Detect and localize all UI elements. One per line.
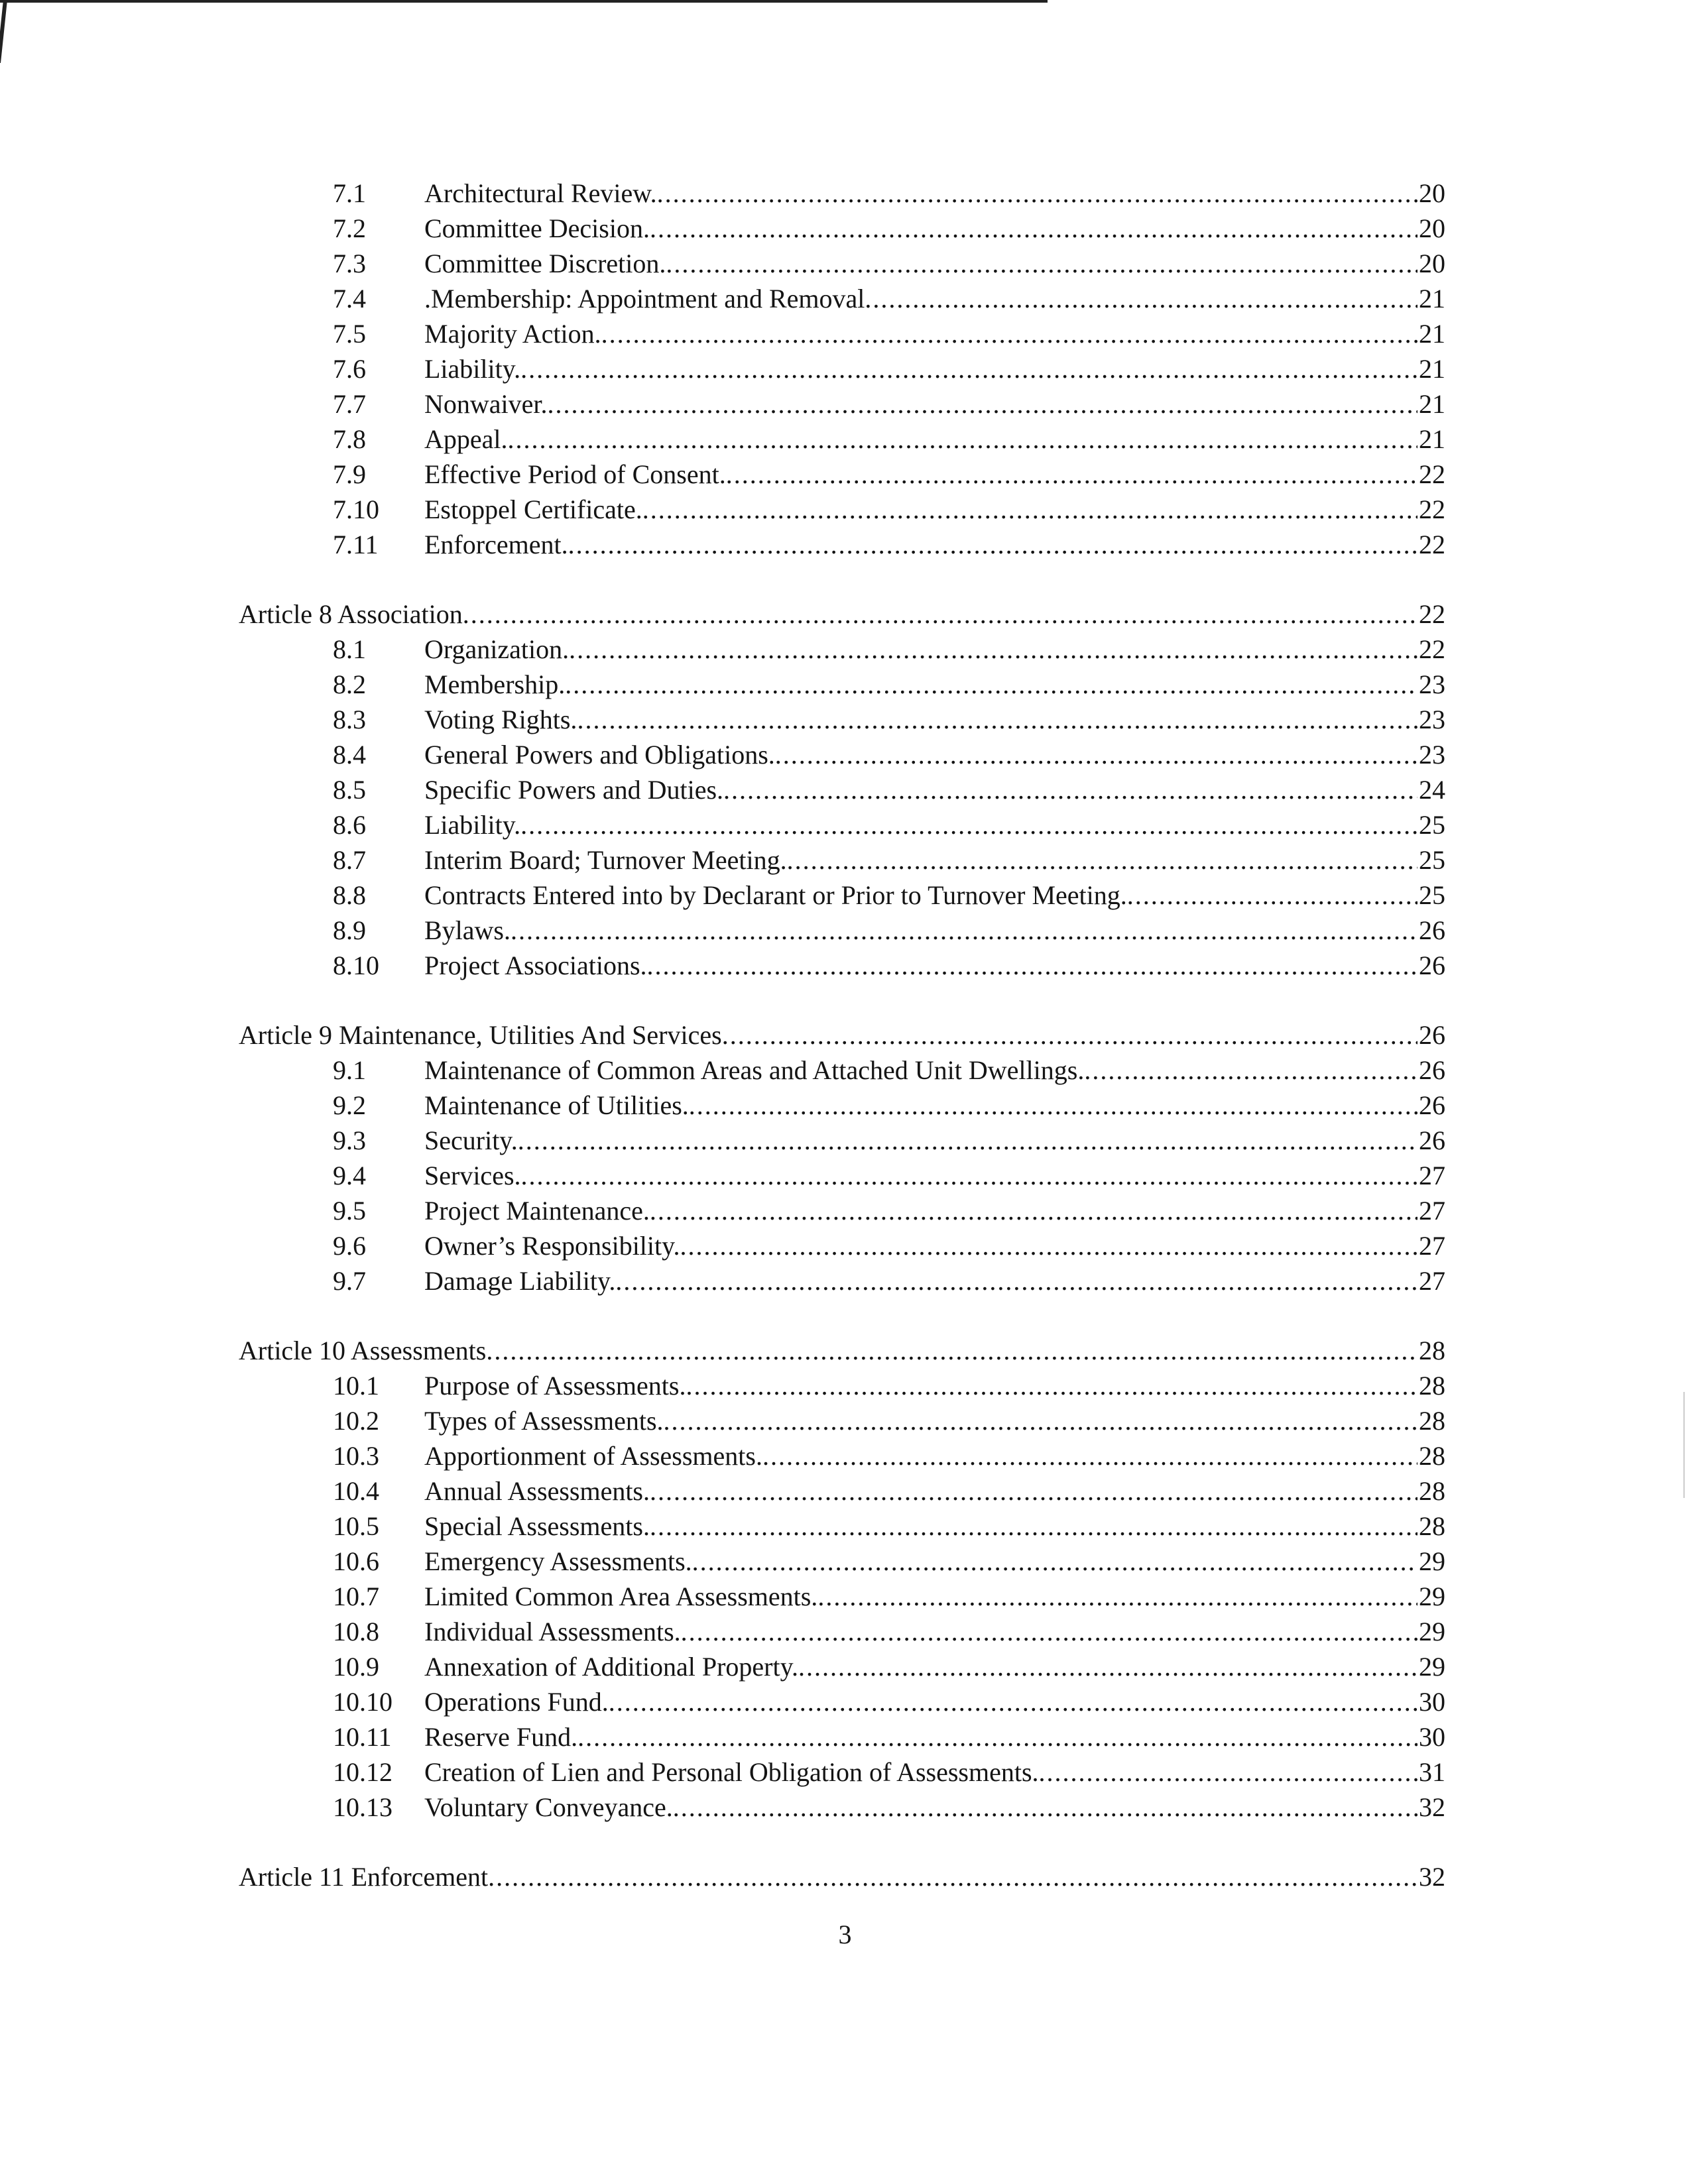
toc-entry-row <box>239 1473 1445 1509</box>
toc-entry-title: Voluntary Conveyance. <box>424 1792 673 1822</box>
toc-entry-title: Individual Assessments. <box>424 1617 681 1646</box>
toc-page-number: 26 <box>1419 915 1445 945</box>
toc-page-number: 27 <box>1419 1196 1445 1226</box>
dot-leader <box>650 1473 1418 1509</box>
dot-leader <box>681 1614 1418 1649</box>
dot-leader <box>1127 878 1418 913</box>
dot-leader <box>518 1123 1418 1158</box>
toc-entry-row <box>239 702 1445 737</box>
dot-leader <box>508 422 1418 457</box>
toc-entry-row <box>239 1509 1445 1544</box>
toc-entry-row <box>239 1193 1445 1228</box>
toc-entry-row <box>239 772 1445 807</box>
toc-page-number: 28 <box>1419 1336 1445 1365</box>
toc-entry-title: Effective Period of Consent. <box>424 459 726 489</box>
toc-title-wrap <box>424 632 1445 667</box>
toc-page-number: 28 <box>1419 1441 1445 1471</box>
toc-entry-number: 9.1 <box>333 1055 366 1085</box>
dot-leader <box>723 772 1418 807</box>
toc-entry-row <box>239 842 1445 878</box>
dot-leader <box>521 1158 1418 1193</box>
dot-leader <box>650 1509 1418 1544</box>
toc-entry-row <box>239 1123 1445 1158</box>
toc-entry-title: Organization. <box>424 634 570 664</box>
toc-entry-title: Creation of Lien and Personal Obligation of Assessments. <box>424 1757 1039 1787</box>
toc-entry-title: Committee Decision. <box>424 213 650 243</box>
dot-leader <box>657 176 1418 211</box>
toc-page-number: 29 <box>1419 1581 1445 1611</box>
toc-entry-row <box>239 176 1445 211</box>
table-of-contents <box>239 176 1445 1894</box>
dot-leader <box>601 316 1418 351</box>
toc-article-title: Article 8 Association <box>239 599 463 629</box>
toc-page-number: 32 <box>1419 1862 1445 1892</box>
toc-entry-title: Liability. <box>424 810 521 840</box>
toc-page-number: 25 <box>1419 880 1445 910</box>
toc-entry-title: Architectural Review. <box>424 178 657 208</box>
toc-entry-number: 10.4 <box>333 1476 379 1506</box>
toc-entry-row <box>239 1228 1445 1263</box>
toc-title-wrap <box>424 386 1445 422</box>
toc-entry-row <box>239 211 1445 246</box>
toc-entry-title: Maintenance of Utilities. <box>424 1090 689 1120</box>
toc-entry-number: 8.5 <box>333 775 366 805</box>
toc-title-wrap <box>239 1859 1445 1894</box>
toc-title-wrap <box>424 1719 1445 1754</box>
toc-entry-number: 7.4 <box>333 284 366 314</box>
toc-title-wrap <box>424 1438 1445 1473</box>
toc-entry-number: 8.2 <box>333 669 366 699</box>
toc-entry-title: General Powers and Obligations. <box>424 740 775 770</box>
toc-title-wrap <box>424 1684 1445 1719</box>
toc-title-wrap <box>424 281 1445 316</box>
toc-article-block <box>239 1333 1445 1825</box>
toc-title-wrap <box>424 913 1445 948</box>
toc-title-wrap <box>239 597 1445 632</box>
toc-entry-number: 9.5 <box>333 1196 366 1226</box>
toc-entry-number: 7.5 <box>333 319 366 349</box>
dot-leader <box>642 492 1418 527</box>
toc-entry-title: Purpose of Assessments. <box>424 1371 686 1401</box>
toc-title-wrap <box>424 667 1445 702</box>
toc-page-number: 31 <box>1419 1757 1445 1787</box>
toc-entry-number: 7.10 <box>333 494 379 524</box>
toc-entry-row <box>239 1368 1445 1403</box>
dot-leader <box>486 1333 1418 1368</box>
toc-title-wrap <box>424 316 1445 351</box>
dot-leader <box>798 1649 1418 1684</box>
toc-entry-row <box>239 1403 1445 1438</box>
toc-entry-title: Interim Board; Turnover Meeting. <box>424 845 787 875</box>
toc-page-number: 22 <box>1419 530 1445 559</box>
toc-page-number: 21 <box>1419 284 1445 314</box>
toc-page-number: 24 <box>1419 775 1445 805</box>
toc-article-row <box>239 1333 1445 1368</box>
toc-entry-title: Maintenance of Common Areas and Attached Unit Dwellings. <box>424 1055 1085 1085</box>
toc-page-number: 22 <box>1419 459 1445 489</box>
toc-entry-number: 7.2 <box>333 213 366 243</box>
toc-entry-title: Estoppel Certificate. <box>424 494 642 524</box>
toc-title-wrap <box>424 1579 1445 1614</box>
toc-entry-number: 8.8 <box>333 880 366 910</box>
toc-entry-row <box>239 913 1445 948</box>
toc-entry-number: 9.3 <box>333 1125 366 1155</box>
toc-page-number: 27 <box>1419 1266 1445 1296</box>
toc-entry-title: Annexation of Additional Property. <box>424 1652 798 1682</box>
toc-article-block <box>239 176 1445 562</box>
toc-page-number: 23 <box>1419 705 1445 734</box>
toc-entry-title: Project Maintenance. <box>424 1196 650 1226</box>
dot-leader <box>1039 1754 1418 1790</box>
dot-leader <box>865 281 1418 316</box>
toc-title-wrap <box>424 807 1445 842</box>
toc-entry-row <box>239 246 1445 281</box>
scan-edge-left <box>0 0 7 63</box>
toc-entry-number: 10.11 <box>333 1722 392 1752</box>
toc-title-wrap <box>424 1263 1445 1298</box>
toc-title-wrap <box>424 948 1445 983</box>
toc-page-number: 30 <box>1419 1722 1445 1752</box>
toc-article-block <box>239 1017 1445 1298</box>
toc-title-wrap <box>424 1228 1445 1263</box>
dot-leader <box>817 1579 1418 1614</box>
toc-entry-row <box>239 1614 1445 1649</box>
dot-leader <box>520 807 1418 842</box>
toc-entry-number: 8.1 <box>333 634 366 664</box>
toc-article-block <box>239 1859 1445 1894</box>
toc-entry-row <box>239 1790 1445 1825</box>
toc-entry-title: Enforcement. <box>424 530 568 559</box>
toc-page-number: 26 <box>1419 1090 1445 1120</box>
toc-title-wrap <box>424 702 1445 737</box>
dot-leader <box>511 913 1418 948</box>
toc-page-number: 21 <box>1419 424 1445 454</box>
dot-leader <box>664 1403 1418 1438</box>
dot-leader <box>650 211 1418 246</box>
dot-leader <box>488 1859 1418 1894</box>
toc-page-number: 26 <box>1419 950 1445 980</box>
toc-entry-row <box>239 1579 1445 1614</box>
toc-entry-row <box>239 1684 1445 1719</box>
toc-entry-number: 10.5 <box>333 1511 379 1541</box>
toc-entry-number: 7.6 <box>333 354 366 384</box>
toc-entry-row <box>239 1088 1445 1123</box>
toc-entry-number: 10.6 <box>333 1546 379 1576</box>
toc-title-wrap <box>239 1017 1445 1053</box>
toc-page-number: 28 <box>1419 1476 1445 1506</box>
dot-leader <box>726 457 1418 492</box>
toc-title-wrap <box>424 351 1445 386</box>
toc-title-wrap <box>424 878 1445 913</box>
toc-entry-number: 10.1 <box>333 1371 379 1401</box>
toc-entry-row <box>239 457 1445 492</box>
toc-page-number: 30 <box>1419 1687 1445 1717</box>
toc-page-number: 25 <box>1419 845 1445 875</box>
toc-entry-number: 10.3 <box>333 1441 379 1471</box>
toc-entry-row <box>239 807 1445 842</box>
toc-page-number: 22 <box>1419 494 1445 524</box>
toc-title-wrap <box>424 527 1445 562</box>
toc-entry-row <box>239 492 1445 527</box>
toc-entry-row <box>239 281 1445 316</box>
toc-title-wrap <box>424 492 1445 527</box>
toc-entry-title: Project Associations. <box>424 950 647 980</box>
toc-entry-row <box>239 737 1445 772</box>
toc-entry-row <box>239 948 1445 983</box>
toc-entry-number: 8.4 <box>333 740 366 770</box>
toc-article-block <box>239 597 1445 983</box>
dot-leader <box>692 1544 1418 1579</box>
toc-page-number: 22 <box>1419 599 1445 629</box>
dot-leader <box>650 1193 1418 1228</box>
toc-title-wrap <box>424 176 1445 211</box>
toc-title-wrap <box>239 1333 1445 1368</box>
toc-entry-row <box>239 1053 1445 1088</box>
toc-entry-row <box>239 422 1445 457</box>
toc-page-number: 29 <box>1419 1546 1445 1576</box>
toc-entry-number: 8.10 <box>333 950 379 980</box>
toc-entry-row <box>239 1544 1445 1579</box>
dot-leader <box>565 667 1418 702</box>
toc-page-number: 27 <box>1419 1161 1445 1190</box>
dot-leader <box>577 1719 1418 1754</box>
toc-entry-title: Voting Rights. <box>424 705 577 734</box>
dot-leader <box>689 1088 1418 1123</box>
toc-entry-number: 9.6 <box>333 1231 366 1261</box>
toc-entry-title: Appeal. <box>424 424 508 454</box>
toc-entry-number: 10.13 <box>333 1792 392 1822</box>
dot-leader <box>615 1263 1418 1298</box>
toc-entry-row <box>239 386 1445 422</box>
toc-title-wrap <box>424 1790 1445 1825</box>
toc-title-wrap <box>424 1754 1445 1790</box>
toc-entry-title: Types of Assessments. <box>424 1406 664 1436</box>
toc-title-wrap <box>424 737 1445 772</box>
toc-page-number: 20 <box>1419 213 1445 243</box>
toc-page-number: 20 <box>1419 249 1445 278</box>
dot-leader <box>666 246 1418 281</box>
toc-article-row <box>239 597 1445 632</box>
toc-entry-number: 10.7 <box>333 1581 379 1611</box>
toc-entry-row <box>239 632 1445 667</box>
toc-entry-number: 10.12 <box>333 1757 392 1787</box>
toc-entry-number: 9.4 <box>333 1161 366 1190</box>
toc-page-number: 26 <box>1419 1125 1445 1155</box>
toc-entry-title: Owner’s Responsibility. <box>424 1231 680 1261</box>
toc-entry-title: Special Assessments. <box>424 1511 650 1541</box>
toc-page-number: 21 <box>1419 354 1445 384</box>
toc-entry-row <box>239 527 1445 562</box>
toc-page-number: 26 <box>1419 1055 1445 1085</box>
toc-title-wrap <box>424 1473 1445 1509</box>
toc-title-wrap <box>424 457 1445 492</box>
toc-entry-number: 9.2 <box>333 1090 366 1120</box>
toc-page-number: 23 <box>1419 740 1445 770</box>
toc-title-wrap <box>424 842 1445 878</box>
dot-leader <box>569 632 1418 667</box>
toc-entry-number: 7.8 <box>333 424 366 454</box>
toc-article-title: Article 9 Maintenance, Utilities And Services <box>239 1020 722 1050</box>
dot-leader <box>609 1684 1418 1719</box>
toc-entry-row <box>239 1754 1445 1790</box>
toc-entry-title: Committee Discretion. <box>424 249 666 278</box>
toc-entry-title: .Membership: Appointment and Removal <box>424 284 865 314</box>
toc-entry-number: 9.7 <box>333 1266 366 1296</box>
toc-entry-title: Annual Assessments. <box>424 1476 650 1506</box>
dot-leader <box>686 1368 1418 1403</box>
toc-entry-number: 7.9 <box>333 459 366 489</box>
toc-entry-number: 8.9 <box>333 915 366 945</box>
toc-page-number: 29 <box>1419 1617 1445 1646</box>
toc-title-wrap <box>424 1614 1445 1649</box>
dot-leader <box>568 527 1418 562</box>
toc-article-row <box>239 1017 1445 1053</box>
toc-entry-number: 8.6 <box>333 810 366 840</box>
toc-entry-title: Damage Liability. <box>424 1266 616 1296</box>
toc-entry-number: 7.1 <box>333 178 366 208</box>
toc-entry-title: Services. <box>424 1161 521 1190</box>
dot-leader <box>673 1790 1418 1825</box>
dot-leader <box>787 842 1418 878</box>
toc-entry-title: Limited Common Area Assessments. <box>424 1581 818 1611</box>
dot-leader <box>463 597 1418 632</box>
toc-entry-row <box>239 316 1445 351</box>
toc-article-title: Article 11 Enforcement <box>239 1862 489 1892</box>
toc-page-number: 27 <box>1419 1231 1445 1261</box>
toc-page-number: 26 <box>1419 1020 1445 1050</box>
scan-edge-right <box>1683 1392 1685 1498</box>
dot-leader <box>775 737 1418 772</box>
dot-leader <box>762 1438 1418 1473</box>
toc-entry-number: 7.11 <box>333 530 379 559</box>
toc-title-wrap <box>424 1088 1445 1123</box>
toc-title-wrap <box>424 422 1445 457</box>
toc-page-number: 28 <box>1419 1371 1445 1401</box>
toc-title-wrap <box>424 1544 1445 1579</box>
dot-leader <box>680 1228 1418 1263</box>
toc-page-number: 25 <box>1419 810 1445 840</box>
toc-entry-number: 10.2 <box>333 1406 379 1436</box>
toc-entry-row <box>239 1263 1445 1298</box>
toc-title-wrap <box>424 772 1445 807</box>
toc-title-wrap <box>424 1649 1445 1684</box>
toc-entry-number: 8.3 <box>333 705 366 734</box>
toc-entry-title: Membership. <box>424 669 566 699</box>
toc-title-wrap <box>424 246 1445 281</box>
dot-leader <box>1084 1053 1418 1088</box>
toc-title-wrap <box>424 1123 1445 1158</box>
dot-leader <box>647 948 1418 983</box>
toc-entry-row <box>239 1438 1445 1473</box>
dot-leader <box>722 1017 1418 1053</box>
toc-entry-row <box>239 1649 1445 1684</box>
toc-title-wrap <box>424 211 1445 246</box>
toc-entry-title: Security. <box>424 1125 518 1155</box>
toc-title-wrap <box>424 1193 1445 1228</box>
toc-entry-title: Apportionment of Assessments. <box>424 1441 762 1471</box>
toc-page-number: 32 <box>1419 1792 1445 1822</box>
toc-entry-title: Contracts Entered into by Declarant or Prior to Turnover Meeting. <box>424 880 1127 910</box>
toc-entry-number: 8.7 <box>333 845 366 875</box>
toc-entry-number: 10.8 <box>333 1617 379 1646</box>
toc-title-wrap <box>424 1053 1445 1088</box>
toc-entry-title: Specific Powers and Duties. <box>424 775 724 805</box>
toc-entry-row <box>239 1719 1445 1754</box>
toc-page-number: 21 <box>1419 389 1445 419</box>
toc-entry-number: 10.10 <box>333 1687 392 1717</box>
toc-entry-title: Bylaws. <box>424 915 511 945</box>
toc-title-wrap <box>424 1368 1445 1403</box>
toc-entry-number: 7.3 <box>333 249 366 278</box>
scan-edge-top <box>0 0 1048 3</box>
toc-page-number: 21 <box>1419 319 1445 349</box>
toc-page-number: 22 <box>1419 634 1445 664</box>
dot-leader <box>520 351 1418 386</box>
dot-leader <box>577 702 1418 737</box>
toc-entry-title: Majority Action. <box>424 319 601 349</box>
toc-title-wrap <box>424 1509 1445 1544</box>
page-number: 3 <box>838 1920 852 1949</box>
dot-leader <box>548 386 1418 422</box>
toc-page-number: 28 <box>1419 1406 1445 1436</box>
toc-entry-number: 7.7 <box>333 389 366 419</box>
toc-entry-title: Liability. <box>424 354 521 384</box>
toc-page-number: 20 <box>1419 178 1445 208</box>
toc-title-wrap <box>424 1158 1445 1193</box>
toc-entry-row <box>239 667 1445 702</box>
toc-entry-row <box>239 351 1445 386</box>
toc-entry-row <box>239 1158 1445 1193</box>
toc-page-number: 23 <box>1419 669 1445 699</box>
toc-entry-title: Operations Fund. <box>424 1687 609 1717</box>
toc-page-number: 29 <box>1419 1652 1445 1682</box>
toc-title-wrap <box>424 1403 1445 1438</box>
toc-entry-title: Nonwaiver. <box>424 389 548 419</box>
toc-entry-title: Reserve Fund. <box>424 1722 578 1752</box>
toc-article-row <box>239 1859 1445 1894</box>
toc-entry-title: Emergency Assessments. <box>424 1546 692 1576</box>
toc-page-number: 28 <box>1419 1511 1445 1541</box>
toc-article-title: Article 10 Assessments <box>239 1336 487 1365</box>
toc-entry-row <box>239 878 1445 913</box>
toc-entry-number: 10.9 <box>333 1652 379 1682</box>
